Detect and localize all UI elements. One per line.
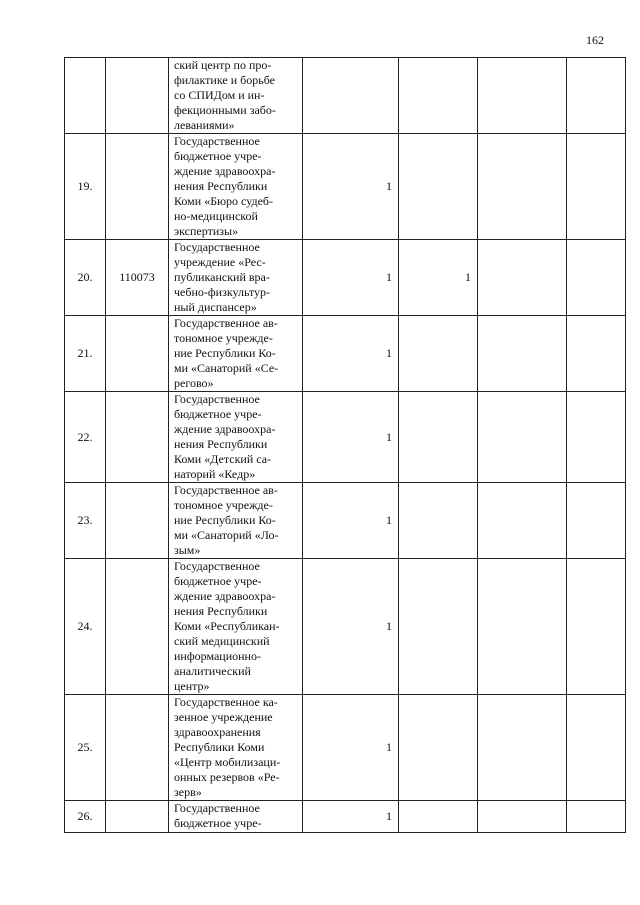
institution-name: Государственное бюджетное учре- ждение здравоохра- нения Республики Коми «Республикан- ский медицинский информационно- аналитический центр» bbox=[174, 559, 280, 693]
value-cell-3 bbox=[478, 58, 567, 134]
institution-name-cell bbox=[169, 316, 303, 392]
code-cell bbox=[106, 801, 169, 833]
table-row bbox=[65, 240, 626, 316]
code-cell bbox=[106, 134, 169, 240]
value-cell-2 bbox=[399, 392, 478, 483]
code-cell bbox=[106, 483, 169, 559]
value-cell-1: 1 bbox=[303, 240, 399, 316]
value-cell-3 bbox=[478, 801, 567, 833]
value-cell-2 bbox=[399, 801, 478, 833]
institution-name: Государственное ав- тономное учрежде- ние Республики Ко- ми «Санаторий «Се- регово» bbox=[174, 316, 279, 390]
value-cell-4 bbox=[567, 58, 626, 134]
row-number-cell: 19. bbox=[65, 134, 106, 240]
code-cell bbox=[106, 392, 169, 483]
table-row bbox=[65, 695, 626, 801]
value-cell-2 bbox=[399, 483, 478, 559]
value-cell-2: 1 bbox=[399, 240, 478, 316]
table-row bbox=[65, 801, 626, 833]
value-cell-1: 1 bbox=[303, 392, 399, 483]
value-cell-3 bbox=[478, 240, 567, 316]
value-cell-1: 1 bbox=[303, 483, 399, 559]
row-number-cell bbox=[65, 58, 106, 134]
value-cell-4 bbox=[567, 316, 626, 392]
row-number-cell: 25. bbox=[65, 695, 106, 801]
value-cell-3 bbox=[478, 392, 567, 483]
value-cell-3 bbox=[478, 559, 567, 695]
code-cell bbox=[106, 695, 169, 801]
value-cell-1: 1 bbox=[303, 559, 399, 695]
value-cell-4 bbox=[567, 240, 626, 316]
institution-name: Государственное бюджетное учре- bbox=[174, 801, 262, 830]
institution-name-cell bbox=[169, 58, 303, 134]
row-number-cell: 24. bbox=[65, 559, 106, 695]
institution-name: Государственное учреждение «Рес- публиканский вра- чебно-физкультур- ный диспансер» bbox=[174, 240, 271, 314]
institution-name: ский центр по про- филактике и борьбе со СПИДом и ин- фекционными забо- леваниями» bbox=[174, 58, 276, 132]
value-cell-2 bbox=[399, 559, 478, 695]
value-cell-1 bbox=[303, 58, 399, 134]
value-cell-4 bbox=[567, 695, 626, 801]
code-cell bbox=[106, 58, 169, 134]
value-cell-4 bbox=[567, 483, 626, 559]
institutions-table bbox=[64, 57, 626, 833]
page-number: 162 bbox=[586, 33, 604, 47]
table-row bbox=[65, 483, 626, 559]
code-cell: 110073 bbox=[106, 240, 169, 316]
value-cell-4 bbox=[567, 559, 626, 695]
value-cell-2 bbox=[399, 58, 478, 134]
institution-name-cell bbox=[169, 559, 303, 695]
code-cell bbox=[106, 316, 169, 392]
code-cell bbox=[106, 559, 169, 695]
table-row bbox=[65, 559, 626, 695]
institution-name: Государственное ав- тономное учрежде- ние Республики Ко- ми «Санаторий «Ло- зым» bbox=[174, 483, 279, 557]
institution-name-cell bbox=[169, 240, 303, 316]
value-cell-1: 1 bbox=[303, 316, 399, 392]
institution-name-cell bbox=[169, 483, 303, 559]
institution-name: Государственное ка- зенное учреждение здравоохранения Республики Коми «Центр мобилизаци- онных резервов «Ре- зерв» bbox=[174, 695, 281, 799]
row-number-cell: 22. bbox=[65, 392, 106, 483]
institution-name: Государственное бюджетное учре- ждение здравоохра- нения Республики Коми «Бюро судеб- но-медицинской экспертизы» bbox=[174, 134, 276, 238]
table-row bbox=[65, 392, 626, 483]
value-cell-1: 1 bbox=[303, 134, 399, 240]
row-number-cell: 20. bbox=[65, 240, 106, 316]
value-cell-1: 1 bbox=[303, 801, 399, 833]
table-row bbox=[65, 316, 626, 392]
row-number-cell: 23. bbox=[65, 483, 106, 559]
value-cell-3 bbox=[478, 134, 567, 240]
row-number-cell: 21. bbox=[65, 316, 106, 392]
value-cell-3 bbox=[478, 695, 567, 801]
value-cell-2 bbox=[399, 695, 478, 801]
value-cell-4 bbox=[567, 801, 626, 833]
institution-name-cell bbox=[169, 392, 303, 483]
row-number-cell: 26. bbox=[65, 801, 106, 833]
value-cell-4 bbox=[567, 392, 626, 483]
value-cell-3 bbox=[478, 316, 567, 392]
institution-name-cell bbox=[169, 801, 303, 833]
value-cell-3 bbox=[478, 483, 567, 559]
institution-name-cell bbox=[169, 134, 303, 240]
value-cell-2 bbox=[399, 316, 478, 392]
table-row bbox=[65, 134, 626, 240]
value-cell-2 bbox=[399, 134, 478, 240]
institution-name-cell bbox=[169, 695, 303, 801]
value-cell-4 bbox=[567, 134, 626, 240]
table-row bbox=[65, 58, 626, 134]
institution-name: Государственное бюджетное учре- ждение здравоохра- нения Республики Коми «Детский са- наторий «Кедр» bbox=[174, 392, 276, 481]
value-cell-1: 1 bbox=[303, 695, 399, 801]
